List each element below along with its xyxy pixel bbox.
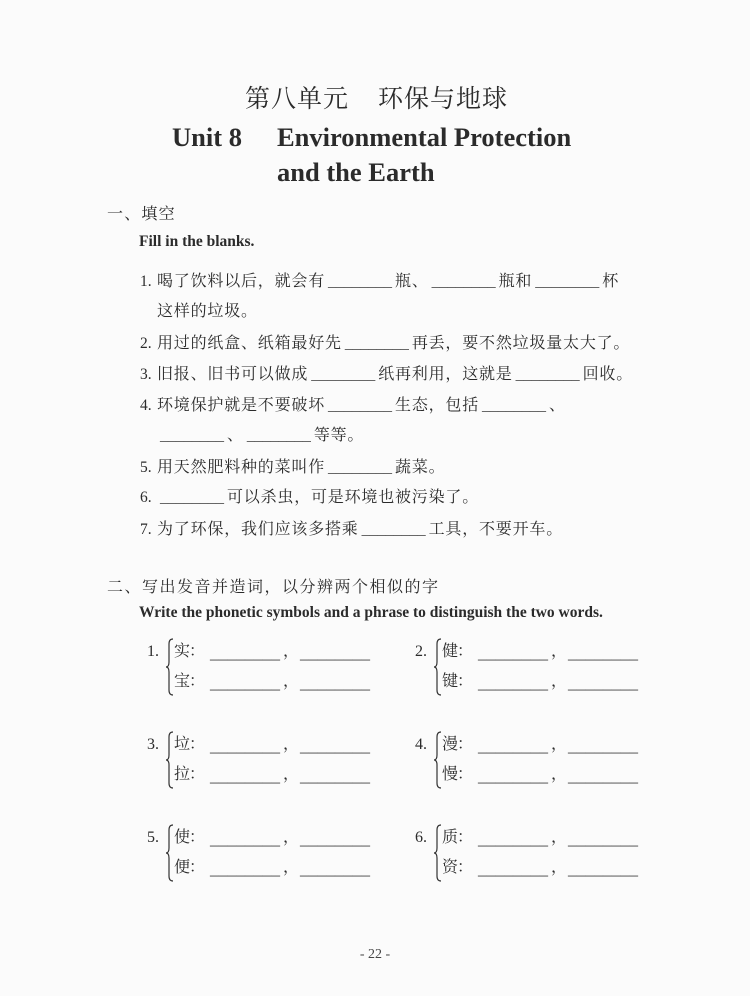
pair-number: 1. xyxy=(147,643,159,660)
fill-in-line xyxy=(140,456,445,480)
word-pair-group xyxy=(415,730,647,790)
pair-comma: ， xyxy=(283,829,300,846)
item-text: 瓶和 xyxy=(498,273,533,290)
phonetic-blank: ________ xyxy=(478,858,548,878)
section-heading-fill-in-en: Fill in the blanks. xyxy=(139,233,255,250)
page-number: - 22 - xyxy=(359,947,391,962)
phonetic-blank: ________ xyxy=(478,828,548,848)
word-pair-row xyxy=(147,730,379,760)
section-heading-fill-in-cn: 一、填空 xyxy=(107,206,176,223)
item-text: 用过的纸盒、纸箱最好先 xyxy=(157,335,342,352)
item-text: 可以杀虫，可是环境也被污染了。 xyxy=(227,489,480,506)
unit-label-cn: 第八单元 xyxy=(245,86,350,113)
pair-colon: ： xyxy=(457,673,474,690)
word-pair-group xyxy=(147,730,379,790)
answer-blank: ________ xyxy=(160,427,224,444)
pair-colon: ： xyxy=(457,859,474,876)
item-text: 回收。 xyxy=(582,366,634,383)
answer-blank: ________ xyxy=(431,273,496,290)
word-pair-group xyxy=(415,823,647,883)
item-text: 纸再利用，这就是 xyxy=(378,366,513,383)
item-text: 生态，包括 xyxy=(395,397,480,414)
pair-word: 键 xyxy=(442,673,459,690)
pair-word: 宝 xyxy=(174,673,191,690)
pair-comma: ， xyxy=(551,736,568,753)
phrase-blank: ________ xyxy=(568,858,638,878)
fill-in-line xyxy=(140,332,630,356)
pair-comma: ， xyxy=(551,766,568,783)
item-number: 2. xyxy=(140,335,152,352)
pair-comma: ， xyxy=(551,859,568,876)
pair-word: 便 xyxy=(174,859,191,876)
item-text: 这样的垃圾。 xyxy=(157,303,258,320)
answer-blank: ________ xyxy=(160,489,224,506)
pair-comma: ， xyxy=(283,673,300,690)
pair-colon: ： xyxy=(189,643,206,660)
fill-in-line xyxy=(140,394,566,418)
phonetic-blank: ________ xyxy=(478,642,548,662)
pair-number: 6. xyxy=(415,829,427,846)
answer-blank: ________ xyxy=(246,427,311,444)
item-text: 瓶、 xyxy=(395,273,429,290)
pair-comma: ， xyxy=(283,643,300,660)
answer-blank: ________ xyxy=(344,335,409,352)
pair-word: 实 xyxy=(174,643,191,660)
item-number: 6. xyxy=(140,489,152,506)
pair-comma: ， xyxy=(283,766,300,783)
fill-in-line xyxy=(140,518,563,542)
item-text: 等等。 xyxy=(313,427,365,444)
word-pair-group xyxy=(415,637,647,697)
answer-blank: ________ xyxy=(328,397,393,414)
pair-comma: ， xyxy=(551,829,568,846)
item-text: 旧报、旧书可以做成 xyxy=(157,366,309,383)
pair-word: 慢 xyxy=(442,766,459,783)
pair-comma: ， xyxy=(283,859,300,876)
phonetic-blank: ________ xyxy=(210,858,280,878)
pair-colon: ： xyxy=(189,829,206,846)
word-pair-row xyxy=(147,853,379,883)
pair-colon: ： xyxy=(189,736,206,753)
phrase-blank: ________ xyxy=(300,735,370,755)
section-heading-phonetics-cn: 二、写出发音并造词，以分辨两个相似的字 xyxy=(107,579,440,596)
phonetic-blank: ________ xyxy=(210,672,280,692)
word-pair-row xyxy=(415,667,647,697)
item-number: 1. xyxy=(140,273,152,290)
answer-blank: ________ xyxy=(482,397,547,414)
phrase-blank: ________ xyxy=(300,765,370,785)
phonetic-blank: ________ xyxy=(210,765,280,785)
pair-word: 垃 xyxy=(174,736,191,753)
pair-colon: ： xyxy=(189,673,206,690)
page-title-cn: 环保与地球 xyxy=(378,86,509,113)
answer-blank: ________ xyxy=(535,273,600,290)
pair-number: 2. xyxy=(415,643,427,660)
word-pair-row xyxy=(147,823,379,853)
pair-number: 3. xyxy=(147,736,159,753)
page-title-en-line1: Environmental Protection xyxy=(277,122,572,152)
word-pair-group xyxy=(147,823,379,883)
answer-blank: ________ xyxy=(328,273,393,290)
item-number: 3. xyxy=(140,366,152,383)
word-pair-row xyxy=(415,853,647,883)
item-text: 工具，不要开车。 xyxy=(428,521,564,538)
phrase-blank: ________ xyxy=(300,858,370,878)
phonetic-blank: ________ xyxy=(210,735,280,755)
word-pair-row xyxy=(415,637,647,667)
word-pair-row xyxy=(415,760,647,790)
fill-in-line xyxy=(140,363,633,387)
answer-blank: ________ xyxy=(361,521,426,538)
word-pair-row xyxy=(147,760,379,790)
pair-colon: ： xyxy=(457,829,474,846)
item-number: 7. xyxy=(140,521,152,538)
fill-in-line xyxy=(140,270,619,294)
phrase-blank: ________ xyxy=(300,672,370,692)
item-text: 为了环保，我们应该多搭乘 xyxy=(157,521,359,538)
pair-comma: ， xyxy=(283,736,300,753)
pair-word: 健 xyxy=(442,643,459,660)
item-text: 蔬菜。 xyxy=(395,459,446,476)
item-text: 再丢，要不然垃圾量太大了。 xyxy=(411,335,631,352)
word-pair-row xyxy=(147,667,379,697)
pair-word: 质 xyxy=(442,829,459,846)
item-text: 喝了饮料以后，就会有 xyxy=(157,273,326,290)
pair-colon: ： xyxy=(189,859,206,876)
pair-word: 资 xyxy=(442,859,459,876)
fill-in-line xyxy=(157,424,364,448)
phrase-blank: ________ xyxy=(568,642,638,662)
item-text: 用天然肥料种的菜叫作 xyxy=(157,459,326,476)
word-pair-row xyxy=(415,823,647,853)
section-heading-phonetics-en: Write the phonetic symbols and a phrase to distinguish the two words. xyxy=(139,604,603,621)
pair-number: 5. xyxy=(147,829,159,846)
phonetic-blank: ________ xyxy=(478,672,548,692)
phonetic-blank: ________ xyxy=(478,765,548,785)
pair-word: 使 xyxy=(174,829,191,846)
item-text: 、 xyxy=(549,397,566,414)
fill-in-line xyxy=(140,486,479,510)
word-pair-row xyxy=(147,637,379,667)
item-text: 杯 xyxy=(602,273,620,290)
word-pair-group xyxy=(147,637,379,697)
pair-comma: ， xyxy=(551,643,568,660)
item-number: 4. xyxy=(140,397,152,414)
pair-word: 拉 xyxy=(174,766,191,783)
pair-colon: ： xyxy=(457,643,474,660)
phrase-blank: ________ xyxy=(568,735,638,755)
phonetic-blank: ________ xyxy=(210,642,280,662)
pair-word: 漫 xyxy=(442,736,459,753)
phonetic-blank: ________ xyxy=(478,735,548,755)
answer-blank: ________ xyxy=(311,366,376,383)
answer-blank: ________ xyxy=(328,459,393,476)
phrase-blank: ________ xyxy=(568,765,638,785)
phonetic-blank: ________ xyxy=(210,828,280,848)
word-pair-row xyxy=(415,730,647,760)
pair-colon: ： xyxy=(457,766,474,783)
answer-blank: ________ xyxy=(515,366,580,383)
fill-in-line xyxy=(157,300,258,324)
unit-label-en: Unit 8 xyxy=(172,122,242,152)
item-text: 环境保护就是不要破坏 xyxy=(157,397,326,414)
page-title-en-line2: and the Earth xyxy=(277,157,435,187)
pair-comma: ， xyxy=(551,673,568,690)
pair-number: 4. xyxy=(415,736,427,753)
item-text: 、 xyxy=(227,427,244,444)
phrase-blank: ________ xyxy=(568,672,638,692)
pair-colon: ： xyxy=(457,736,474,753)
phrase-blank: ________ xyxy=(300,642,370,662)
item-number: 5. xyxy=(140,459,152,476)
phrase-blank: ________ xyxy=(568,828,638,848)
pair-colon: ： xyxy=(189,766,206,783)
phrase-blank: ________ xyxy=(300,828,370,848)
